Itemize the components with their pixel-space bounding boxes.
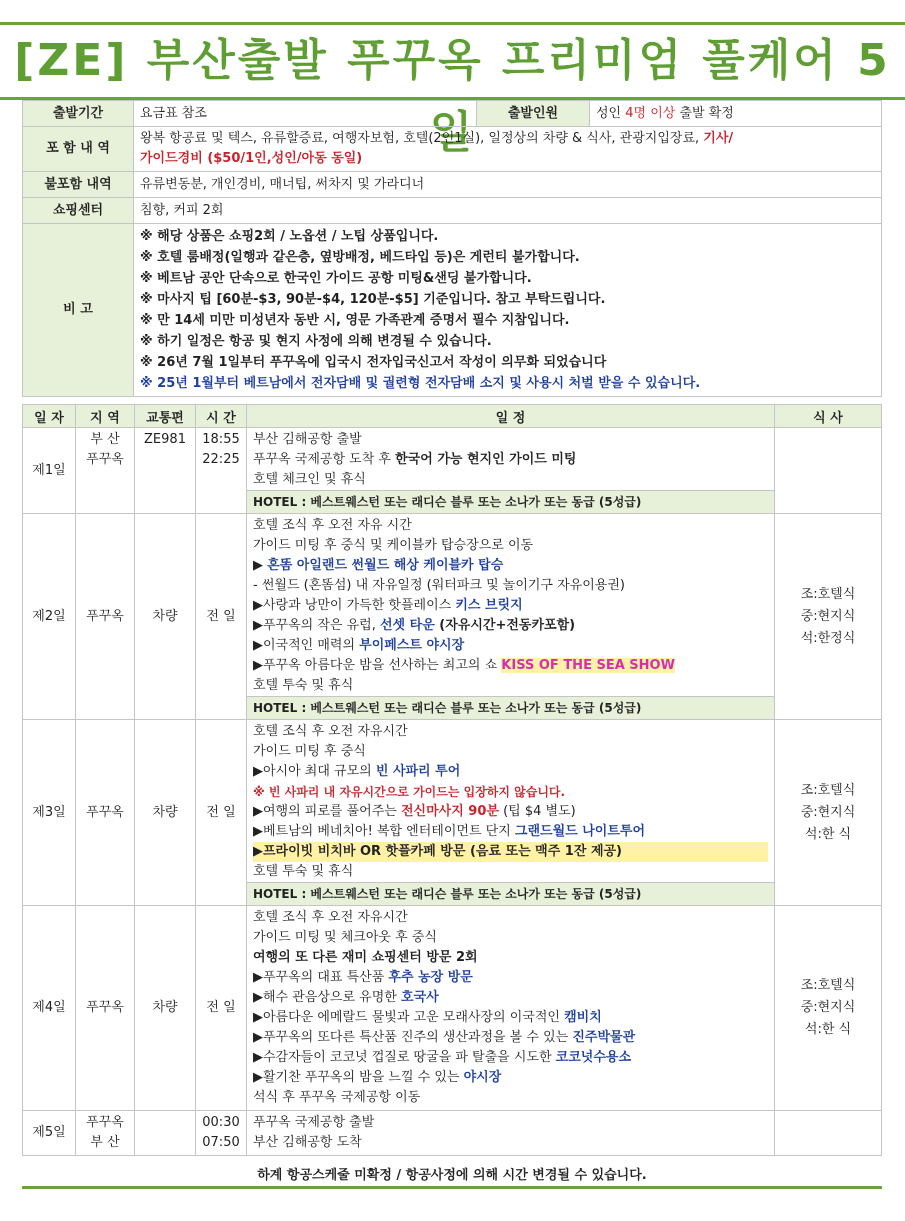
day-cell: 제3일 (23, 720, 76, 906)
include-value: 왕복 항공료 및 텍스, 유류할증료, 여행자보험, 호텔(2인1실), 일정상의 차량 & 식사, 관광지입장료, 기사/ 가이드경비 ($50/1인,성인/아동 동일) (134, 127, 882, 172)
schedule-table (22, 404, 882, 1156)
hotel-info: HOTEL : 베스트웨스턴 또는 래디슨 블루 또는 소나가 또는 동급 (5성급) (247, 490, 774, 513)
col-region: 지 역 (76, 405, 135, 428)
shopping-label: 쇼핑센터 (23, 198, 134, 224)
hotel-info: HOTEL : 베스트웨스턴 또는 래디슨 블루 또는 소나가 또는 동급 (5성급) (247, 882, 774, 905)
transport-cell: 차량 (135, 720, 196, 906)
schedule-cell: 부산 김해공항 출발 푸꾸옥 국제공항 도착 후 한국어 가능 현지인 가이드 미팅 호텔 체크인 및 휴식 HOTEL : 베스트웨스턴 또는 래디슨 블루 또는 소나가 또는 동급 (5성급) (247, 428, 775, 514)
time-cell: 00:30 07:50 (196, 1111, 247, 1156)
table-row (23, 514, 882, 720)
transport-cell: ZE981 (135, 428, 196, 514)
col-schedule: 일 정 (247, 405, 775, 428)
time-cell: 전 일 (196, 720, 247, 906)
col-transport: 교통편 (135, 405, 196, 428)
exclude-label: 불포함 내역 (23, 172, 134, 198)
schedule-cell: 호텔 조식 후 오전 자유 시간 가이드 미팅 후 중식 및 케이블카 탑승장으로 이동 ▶ 혼똠 아일랜드 썬월드 해상 케이블카 탑승 - 썬월드 (혼똠섬) 내 자유일정 (워터파크 및 놀이기구 자유이용권) ▶사랑과 낭만이 가득한 핫플레이스 키스 브릿지 ▶푸꾸옥의 작은 유럽, 선셋 타운 (자유시간+전동카포함) ▶이국적인 매력의 부이페스트 야시장 ▶푸꾸옥 아름다운 밤을 선사하는 최고의 쇼 KISS OF THE SEA SHOW 호텔 투숙 및 휴식 HOTEL : 베스트웨스턴 또는 래디슨 블루 또는 소나가 또는 동급 (5성급) (247, 514, 775, 720)
note-item: ※ 마사지 팁 [60분-$3, 90분-$4, 120분-$5] 기준입니다. 참고 부탁드립니다. (140, 292, 606, 307)
time-cell: 전 일 (196, 514, 247, 720)
col-meal: 식 사 (775, 405, 882, 428)
time-cell: 전 일 (196, 906, 247, 1111)
period-label: 출발기간 (23, 101, 134, 127)
meal-cell (775, 428, 882, 514)
table-row (23, 720, 882, 906)
meal-cell: 조:호텔식 중:현지식 석:한정식 (775, 514, 882, 720)
shopping-value: 침향, 커피 2회 (134, 198, 882, 224)
region-cell: 푸꾸옥 부 산 (76, 1111, 135, 1156)
bottom-divider (22, 1186, 882, 1189)
col-time: 시 간 (196, 405, 247, 428)
note-item: ※ 하기 일정은 항공 및 현지 사정에 의해 변경될 수 있습니다. (140, 334, 492, 349)
people-label: 출발인원 (477, 101, 590, 127)
people-value: 성인 4명 이상 출발 확정 (590, 101, 882, 127)
day-cell: 제2일 (23, 514, 76, 720)
meal-cell (775, 1111, 882, 1156)
include-label: 포 함 내 역 (23, 127, 134, 172)
time-cell: 18:55 22:25 (196, 428, 247, 514)
day-cell: 제1일 (23, 428, 76, 514)
note-item-warning: ※ 25년 1월부터 베트남에서 전자담배 및 궐련형 전자담배 소지 및 사용시 처벌 받을 수 있습니다. (140, 376, 701, 391)
note-item: ※ 만 14세 미만 미성년자 동반 시, 영문 가족관계 증명서 필수 지참입니다. (140, 313, 570, 328)
schedule-cell: 호텔 조식 후 오전 자유시간 가이드 미팅 및 체크아웃 후 중식 여행의 또 다른 재미 쇼핑센터 방문 2회 ▶푸꾸옥의 대표 특산품 후추 농장 방문 ▶해수 관음상으로 유명한 호국사 ▶아름다운 에메랄드 물빛과 고운 모래사장의 이국적인 캠비치 ▶푸꾸옥의 또다른 특산품 진주의 생산과정을 볼 수 있는 진주박물관 ▶수감자들이 코코넛 껍질로 땅굴을 파 탈출을 시도한 코코넛수용소 ▶활기찬 푸꾸옥의 밤을 느낄 수 있는 야시장 석식 후 푸꾸옥 국제공항 이동 (247, 906, 775, 1111)
transport-cell: 차량 (135, 906, 196, 1111)
transport-cell: 차량 (135, 514, 196, 720)
notes-label: 비 고 (23, 224, 134, 397)
note-item: ※ 해당 상품은 쇼핑2회 / 노옵션 / 노팁 상품입니다. (140, 229, 439, 244)
region-cell: 부 산 푸꾸옥 (76, 428, 135, 514)
transport-cell (135, 1111, 196, 1156)
table-row (23, 1111, 882, 1156)
meal-cell: 조:호텔식 중:현지식 석:한 식 (775, 906, 882, 1111)
info-table (22, 100, 882, 397)
note-item: ※ 베트남 공안 단속으로 한국인 가이드 공항 미팅&샌딩 불가합니다. (140, 271, 532, 286)
region-cell: 푸꾸옥 (76, 720, 135, 906)
hotel-info: HOTEL : 베스트웨스턴 또는 래디슨 블루 또는 소나가 또는 동급 (5성급) (247, 696, 774, 719)
region-cell: 푸꾸옥 (76, 514, 135, 720)
schedule-cell: 호텔 조식 후 오전 자유시간 가이드 미팅 후 중식 ▶아시아 최대 규모의 빈 사파리 투어 ※ 빈 사파리 내 자유시간으로 가이드는 입장하지 않습니다. ▶여행의 피로를 풀어주는 전신마사지 90분 (팁 $4 별도) ▶베트남의 베네치아! 복합 엔터테이먼트 단지 그랜드월드 나이트투어 ▶프라이빗 비치바 OR 핫플카페 방문 (음료 또는 맥주 1잔 제공) 호텔 투숙 및 휴식 HOTEL : 베스트웨스턴 또는 래디슨 블루 또는 소나가 또는 동급 (5성급) (247, 720, 775, 906)
footer-note: 하계 항공스케줄 미확정 / 항공사정에 의해 시간 변경될 수 있습니다. (257, 1168, 647, 1183)
meal-cell: 조:호텔식 중:현지식 석:한 식 (775, 720, 882, 906)
note-item: ※ 26년 7월 1일부터 푸꾸옥에 입국시 전자입국신고서 작성이 의무화 되었습니다 (140, 355, 607, 370)
notes-list (134, 224, 882, 397)
day-cell: 제4일 (23, 906, 76, 1111)
schedule-cell: 푸꾸옥 국제공항 출발 부산 김해공항 도착 (247, 1111, 775, 1156)
col-day: 일 자 (23, 405, 76, 428)
note-item: ※ 호텔 룸배정(일행과 같은층, 옆방배정, 베드타입 등)은 게런티 불가합니다. (140, 250, 580, 265)
table-row (23, 428, 882, 514)
region-cell: 푸꾸옥 (76, 906, 135, 1111)
page-title: [ZE] 부산출발 푸꾸옥 프리미엄 풀케어 5일 (0, 22, 905, 100)
period-value: 요금표 참조 (134, 101, 477, 127)
exclude-value: 유류변동분, 개인경비, 매너팁, 써차지 및 가라디너 (134, 172, 882, 198)
day-cell: 제5일 (23, 1111, 76, 1156)
table-row (23, 906, 882, 1111)
